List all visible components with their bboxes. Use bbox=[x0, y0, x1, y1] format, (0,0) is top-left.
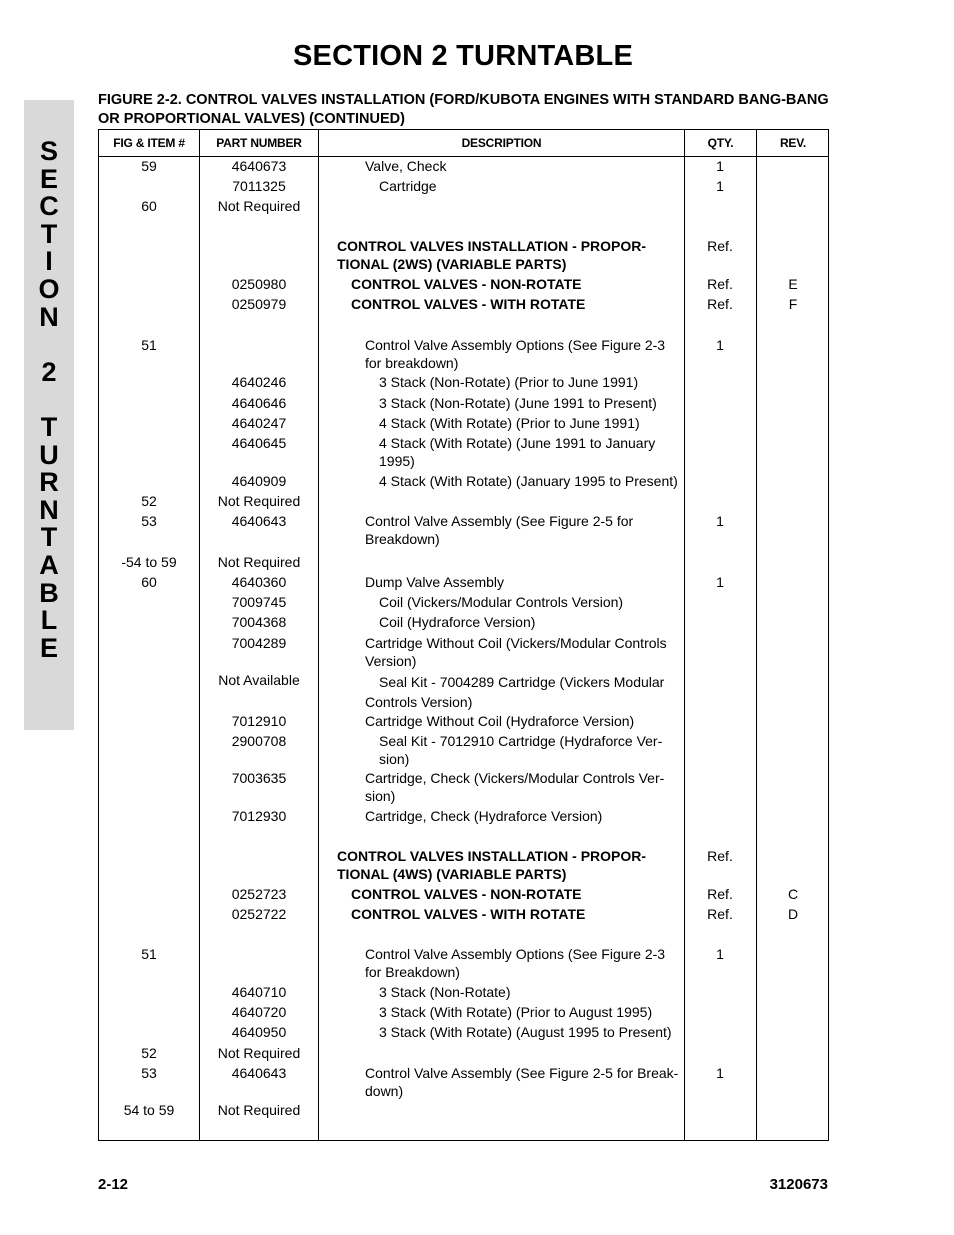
document-number: 3120673 bbox=[769, 1176, 828, 1193]
cell-qty: 1 bbox=[716, 158, 724, 174]
section-side-tab bbox=[24, 100, 74, 730]
cell-part-number: Not Required bbox=[217, 198, 301, 214]
parts-table bbox=[98, 129, 829, 1141]
side-tab-letter: U bbox=[39, 439, 59, 470]
cell-part-number: Not Required bbox=[217, 1045, 301, 1061]
cell-fig-item: 51 bbox=[141, 337, 157, 353]
cell-description: Cartridge Without Coil (Vickers/Modular Controls Version) bbox=[365, 635, 667, 669]
side-tab-letter: R bbox=[39, 467, 59, 498]
cell-fig-item: 51 bbox=[141, 946, 157, 962]
cell-qty: 1 bbox=[716, 513, 724, 529]
header-fig-item: FIG & ITEM # bbox=[113, 136, 185, 150]
figure-title: FIGURE 2-2. CONTROL VALVES INSTALLATION (FORD/KUBOTA ENGINES WITH STANDARD BANG-BANG OR PROPORTIONAL VALVES) (CONTINUED) bbox=[98, 92, 829, 127]
side-tab-letter: O bbox=[38, 273, 60, 304]
cell-fig-item: 53 bbox=[141, 1065, 157, 1081]
cell-description: Cartridge bbox=[379, 178, 437, 194]
cell-part-number: 4640643 bbox=[231, 1065, 287, 1081]
cell-qty: 1 bbox=[716, 337, 724, 353]
cell-part-number: 7003635 bbox=[231, 770, 287, 786]
cell-description: Cartridge, Check (Vickers/Modular Controls Ver- sion) bbox=[365, 770, 665, 804]
cell-part-number: 4640673 bbox=[231, 158, 287, 174]
header-part-number: PART NUMBER bbox=[216, 136, 302, 150]
cell-part-number: 7012930 bbox=[231, 808, 287, 824]
cell-description: CONTROL VALVES - NON-ROTATE bbox=[351, 276, 582, 292]
side-tab-letter: E bbox=[39, 163, 58, 194]
side-tab-letter: B bbox=[39, 577, 59, 608]
cell-description: 3 Stack (Non-Rotate) bbox=[379, 984, 511, 1000]
cell-qty: Ref. bbox=[707, 276, 733, 292]
cell-qty: 1 bbox=[716, 1065, 724, 1081]
cell-description: 4 Stack (With Rotate) (January 1995 to Present) bbox=[379, 473, 678, 489]
cell-part-number: 7004289 bbox=[231, 635, 287, 651]
cell-qty: Ref. bbox=[707, 296, 733, 312]
cell-part-number: 4640645 bbox=[231, 435, 287, 451]
cell-part-number: Not Required bbox=[217, 1102, 301, 1118]
cell-description: Control Valve Assembly (See Figure 2-5 for Breakdown) bbox=[365, 513, 634, 547]
side-tab-letter: E bbox=[39, 632, 58, 663]
header-qty: QTY. bbox=[707, 136, 734, 150]
cell-description: Control Valve Assembly Options (See Figure 2-3 for Breakdown) bbox=[365, 946, 666, 980]
cell-part-number: 7012910 bbox=[231, 713, 287, 729]
side-tab-letter: A bbox=[39, 549, 59, 580]
cell-fig-item: 60 bbox=[141, 198, 157, 214]
side-tab-letter: T bbox=[40, 218, 58, 249]
cell-part-number: 0250980 bbox=[231, 276, 287, 292]
cell-part-number: 4640246 bbox=[231, 374, 287, 390]
cell-part-number: 0252722 bbox=[231, 906, 287, 922]
cell-description: 4 Stack (With Rotate) (Prior to June 1991) bbox=[379, 415, 640, 431]
cell-qty: Ref. bbox=[707, 906, 733, 922]
cell-description: 3 Stack (With Rotate) (Prior to August 1995) bbox=[379, 1004, 653, 1020]
side-tab-letter: L bbox=[40, 605, 58, 636]
side-tab-letter: 2 bbox=[41, 356, 57, 387]
cell-rev: F bbox=[788, 296, 798, 312]
side-tab-letter: I bbox=[45, 246, 53, 277]
cell-description: Valve, Check bbox=[365, 158, 447, 174]
column-divider bbox=[318, 130, 319, 1140]
cell-part-number: Not Required bbox=[217, 493, 301, 509]
header-description: DESCRIPTION bbox=[461, 136, 542, 150]
cell-description: 3 Stack (Non-Rotate) (Prior to June 1991) bbox=[379, 374, 639, 390]
cell-part-number: Not Required bbox=[217, 554, 301, 570]
header-divider bbox=[99, 156, 828, 157]
cell-part-number: 2900708 bbox=[231, 733, 287, 749]
cell-part-number: 0252723 bbox=[231, 886, 287, 902]
cell-description: Control Valve Assembly (See Figure 2-5 for Break- down) bbox=[365, 1065, 679, 1099]
page-number: 2-12 bbox=[98, 1176, 129, 1193]
cell-rev: E bbox=[788, 276, 798, 292]
cell-qty: 1 bbox=[716, 178, 724, 194]
side-tab-letter: N bbox=[39, 301, 59, 332]
cell-description: 3 Stack (With Rotate) (August 1995 to Present) bbox=[379, 1024, 672, 1040]
cell-description: Dump Valve Assembly bbox=[365, 574, 505, 590]
side-tab-letter bbox=[24, 386, 74, 414]
cell-qty: Ref. bbox=[707, 238, 733, 254]
cell-part-number: 0250979 bbox=[231, 296, 287, 312]
side-tab-letters bbox=[24, 138, 74, 662]
cell-fig-item: -54 to 59 bbox=[121, 554, 177, 570]
cell-description: Coil (Hydraforce Version) bbox=[379, 614, 536, 630]
cell-part-number: 4640247 bbox=[231, 415, 287, 431]
cell-description: Seal Kit - 7012910 Cartridge (Hydraforce Ver- sion) bbox=[379, 733, 663, 767]
side-tab-letter: S bbox=[39, 136, 58, 166]
cell-description: 3 Stack (Non-Rotate) (June 1991 to Present) bbox=[379, 395, 657, 411]
cell-qty: Ref. bbox=[707, 848, 733, 864]
cell-fig-item: 53 bbox=[141, 513, 157, 529]
cell-part-number: Not Available bbox=[218, 672, 300, 688]
cell-description: CONTROL VALVES INSTALLATION - PROPOR- TIONAL (4WS) (VARIABLE PARTS) bbox=[337, 848, 647, 882]
cell-description: CONTROL VALVES INSTALLATION - PROPOR- TIONAL (2WS) (VARIABLE PARTS) bbox=[337, 238, 647, 272]
cell-description: Control Valve Assembly Options (See Figure 2-3 for breakdown) bbox=[365, 337, 666, 371]
cell-description: 4 Stack (With Rotate) (June 1991 to January 1995) bbox=[379, 435, 656, 469]
cell-description: CONTROL VALVES - NON-ROTATE bbox=[351, 886, 582, 902]
side-tab-letter: T bbox=[40, 411, 58, 442]
cell-part-number: 4640360 bbox=[231, 574, 287, 590]
section-title: SECTION 2 TURNTABLE bbox=[293, 40, 633, 72]
cell-part-number: 4640720 bbox=[231, 1004, 287, 1020]
cell-fig-item: 54 to 59 bbox=[123, 1102, 175, 1118]
cell-fig-item: 52 bbox=[141, 493, 157, 509]
cell-part-number: 4640646 bbox=[231, 395, 287, 411]
cell-part-number: 4640950 bbox=[231, 1024, 287, 1040]
cell-description: CONTROL VALVES - WITH ROTATE bbox=[351, 296, 586, 312]
cell-fig-item: 52 bbox=[141, 1045, 157, 1061]
cell-rev: C bbox=[787, 886, 799, 902]
cell-description: Cartridge, Check (Hydraforce Version) bbox=[365, 808, 603, 824]
cell-part-number: 7011325 bbox=[232, 178, 286, 194]
cell-part-number: 7004368 bbox=[231, 614, 287, 630]
cell-part-number: 7009745 bbox=[231, 594, 287, 610]
cell-description: Coil (Vickers/Modular Controls Version) bbox=[379, 594, 624, 610]
cell-part-number: 4640710 bbox=[231, 984, 287, 1000]
cell-fig-item: 60 bbox=[141, 574, 157, 590]
cell-fig-item: 59 bbox=[141, 158, 157, 174]
cell-description: Seal Kit - 7004289 Cartridge (Vickers Modular Controls Version) bbox=[365, 674, 665, 710]
cell-qty: 1 bbox=[716, 574, 724, 590]
cell-part-number: 4640643 bbox=[231, 513, 287, 529]
header-rev: REV. bbox=[779, 136, 807, 150]
cell-qty: Ref. bbox=[707, 886, 733, 902]
side-tab-letter: T bbox=[40, 522, 58, 553]
side-tab-letter: N bbox=[39, 494, 59, 525]
side-tab-letter: C bbox=[39, 191, 59, 222]
cell-rev: D bbox=[787, 906, 799, 922]
cell-part-number: 4640909 bbox=[231, 473, 287, 489]
cell-qty: 1 bbox=[716, 946, 724, 962]
side-tab-letter bbox=[24, 331, 74, 359]
cell-description: CONTROL VALVES - WITH ROTATE bbox=[351, 906, 586, 922]
cell-description: Cartridge Without Coil (Hydraforce Version) bbox=[365, 713, 635, 729]
